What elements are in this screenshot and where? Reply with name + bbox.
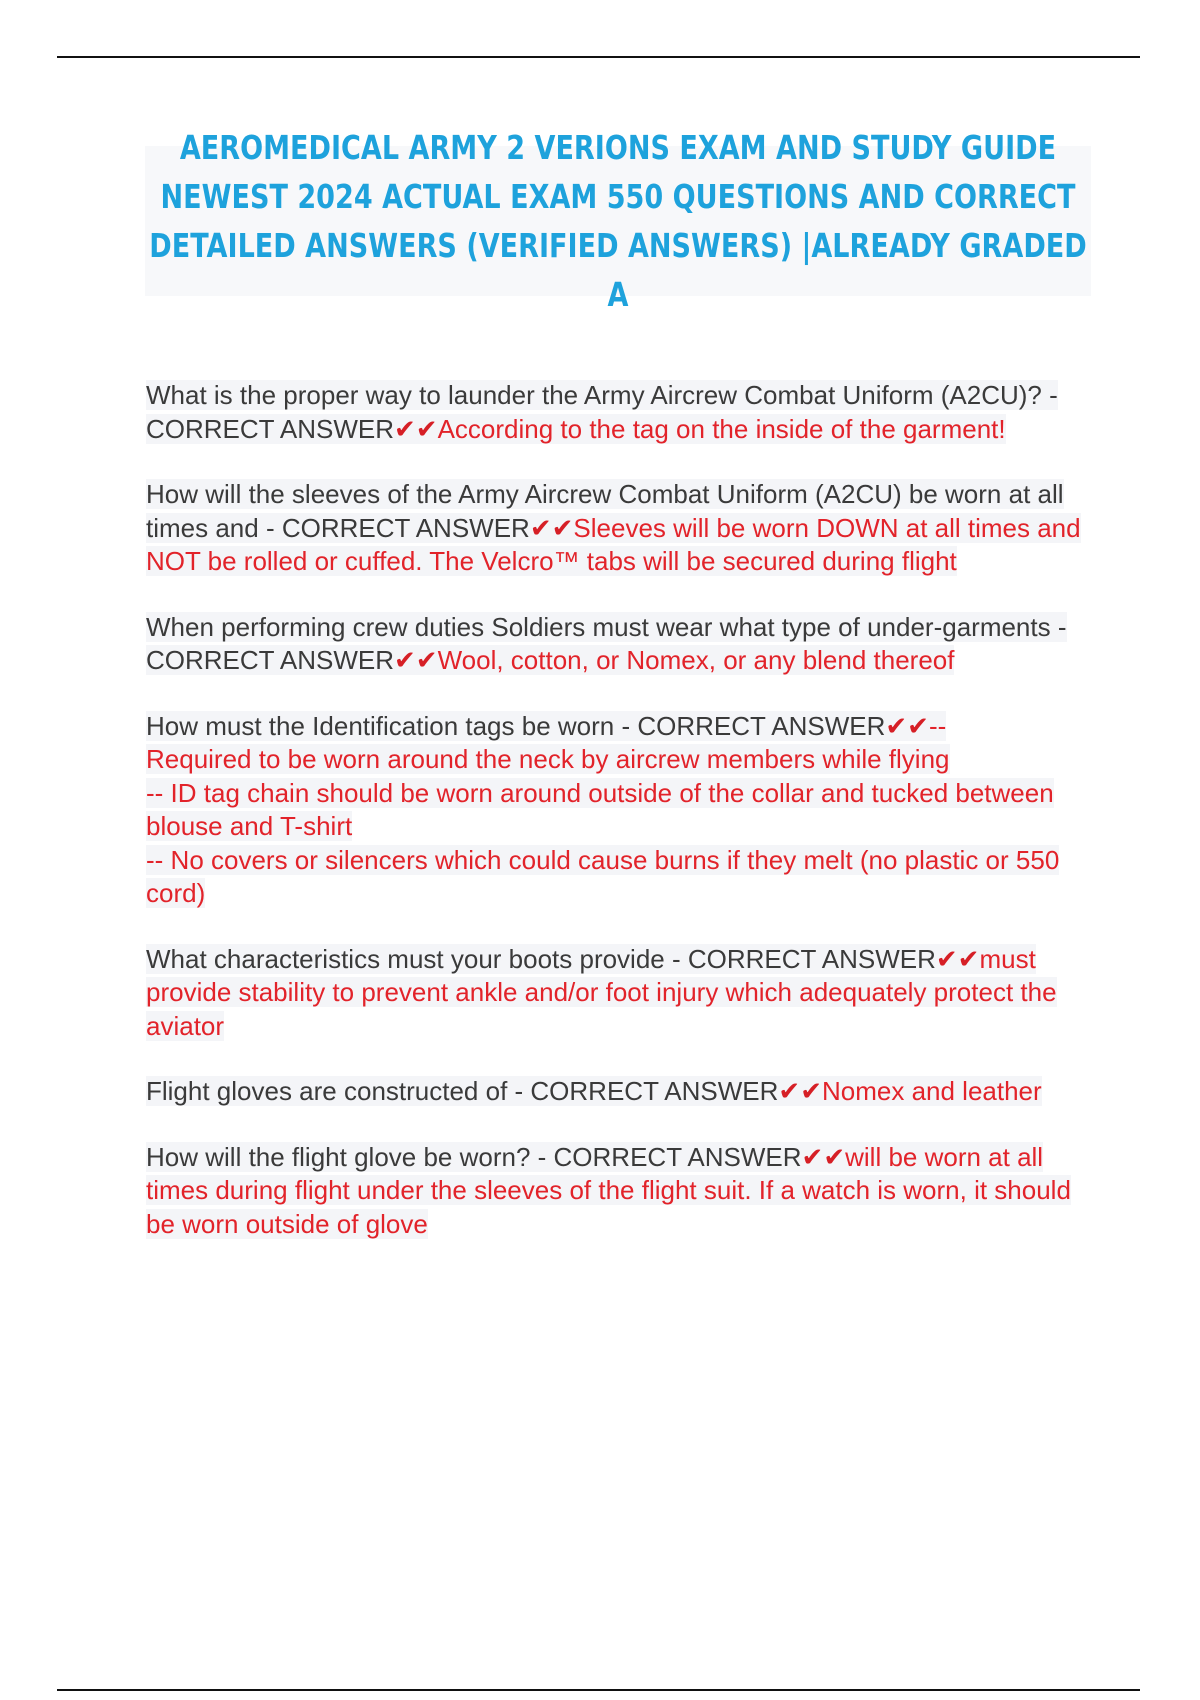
check-mark-icon: ✔✔ xyxy=(394,645,438,675)
answer-marker: - CORRECT ANSWER xyxy=(258,512,530,543)
answer-marker: - CORRECT ANSWER xyxy=(146,611,1067,675)
top-rule xyxy=(57,56,1140,58)
qa-item xyxy=(146,379,1096,446)
answer-text: -- Required to be worn around the neck by aircrew members while flying -- ID tag chain should be worn around outside of the collar and tucked between blouse and T-shirt -- No covers or silencers which could cause burns if they melt (no plastic or 550 cord) xyxy=(146,710,1060,908)
question-text: Flight gloves are constructed of xyxy=(146,1076,508,1106)
answer-marker: - CORRECT ANSWER xyxy=(614,710,886,741)
check-mark-icon: ✔✔ xyxy=(529,512,574,543)
document-title: AEROMEDICAL ARMY 2 VERIONS EXAM AND STUDY GUIDE NEWEST 2024 ACTUAL EXAM 550 QUESTIONS AND CORRECT DETAILED ANSWERS (VERIFIED ANSWERS) |ALREADY GRADED A xyxy=(149,128,1087,314)
title-banner xyxy=(145,128,1091,314)
answer-text: Wool, cotton, or Nomex, or any blend thereof xyxy=(437,645,955,675)
answer-text: will be worn at all times during flight under the sleeves of the flight suit. If a watch is worn, it should be worn outside of glove xyxy=(146,1141,1071,1239)
qa-item xyxy=(146,943,1096,1044)
answer-marker: - CORRECT ANSWER xyxy=(146,380,1058,444)
question-text: How will the flight glove be worn? xyxy=(146,1141,531,1172)
qa-item xyxy=(146,478,1096,579)
answer-text: must provide stability to prevent ankle and/or foot injury which adequately protect the aviator xyxy=(146,943,1057,1041)
answer-marker: - CORRECT ANSWER xyxy=(530,1141,802,1172)
check-mark-icon: ✔✔ xyxy=(394,413,438,444)
check-mark-icon: ✔✔ xyxy=(935,943,980,974)
question-text: How must the Identification tags be worn xyxy=(146,710,615,741)
answer-marker: - CORRECT ANSWER xyxy=(664,943,936,974)
answer-text: Nomex and leather xyxy=(821,1076,1042,1106)
question-text: When performing crew duties Soldiers must wear what type of under-garments xyxy=(146,611,1051,642)
question-text: What characteristics must your boots provide xyxy=(146,943,665,974)
question-text: What is the proper way to launder the Army Aircrew Combat Uniform (A2CU)? xyxy=(146,380,1042,410)
qa-item xyxy=(146,710,1096,911)
question-text: How will the sleeves of the Army Aircrew Combat Uniform (A2CU) be worn at all times and xyxy=(146,479,1064,543)
answer-text: Sleeves will be worn DOWN at all times and NOT be rolled or cuffed. The Velcro™ tabs will be secured during flight xyxy=(146,512,1081,576)
qa-item xyxy=(146,611,1096,678)
check-mark-icon: ✔✔ xyxy=(801,1141,846,1172)
qa-list xyxy=(146,379,1096,1273)
qa-item xyxy=(146,1141,1096,1242)
check-mark-icon: ✔✔ xyxy=(885,710,929,741)
bottom-rule xyxy=(57,1689,1140,1691)
answer-text: According to the tag on the inside of the garment! xyxy=(437,413,1006,444)
answer-marker: - CORRECT ANSWER xyxy=(507,1076,779,1106)
qa-item xyxy=(146,1075,1096,1109)
check-mark-icon: ✔✔ xyxy=(778,1076,822,1106)
